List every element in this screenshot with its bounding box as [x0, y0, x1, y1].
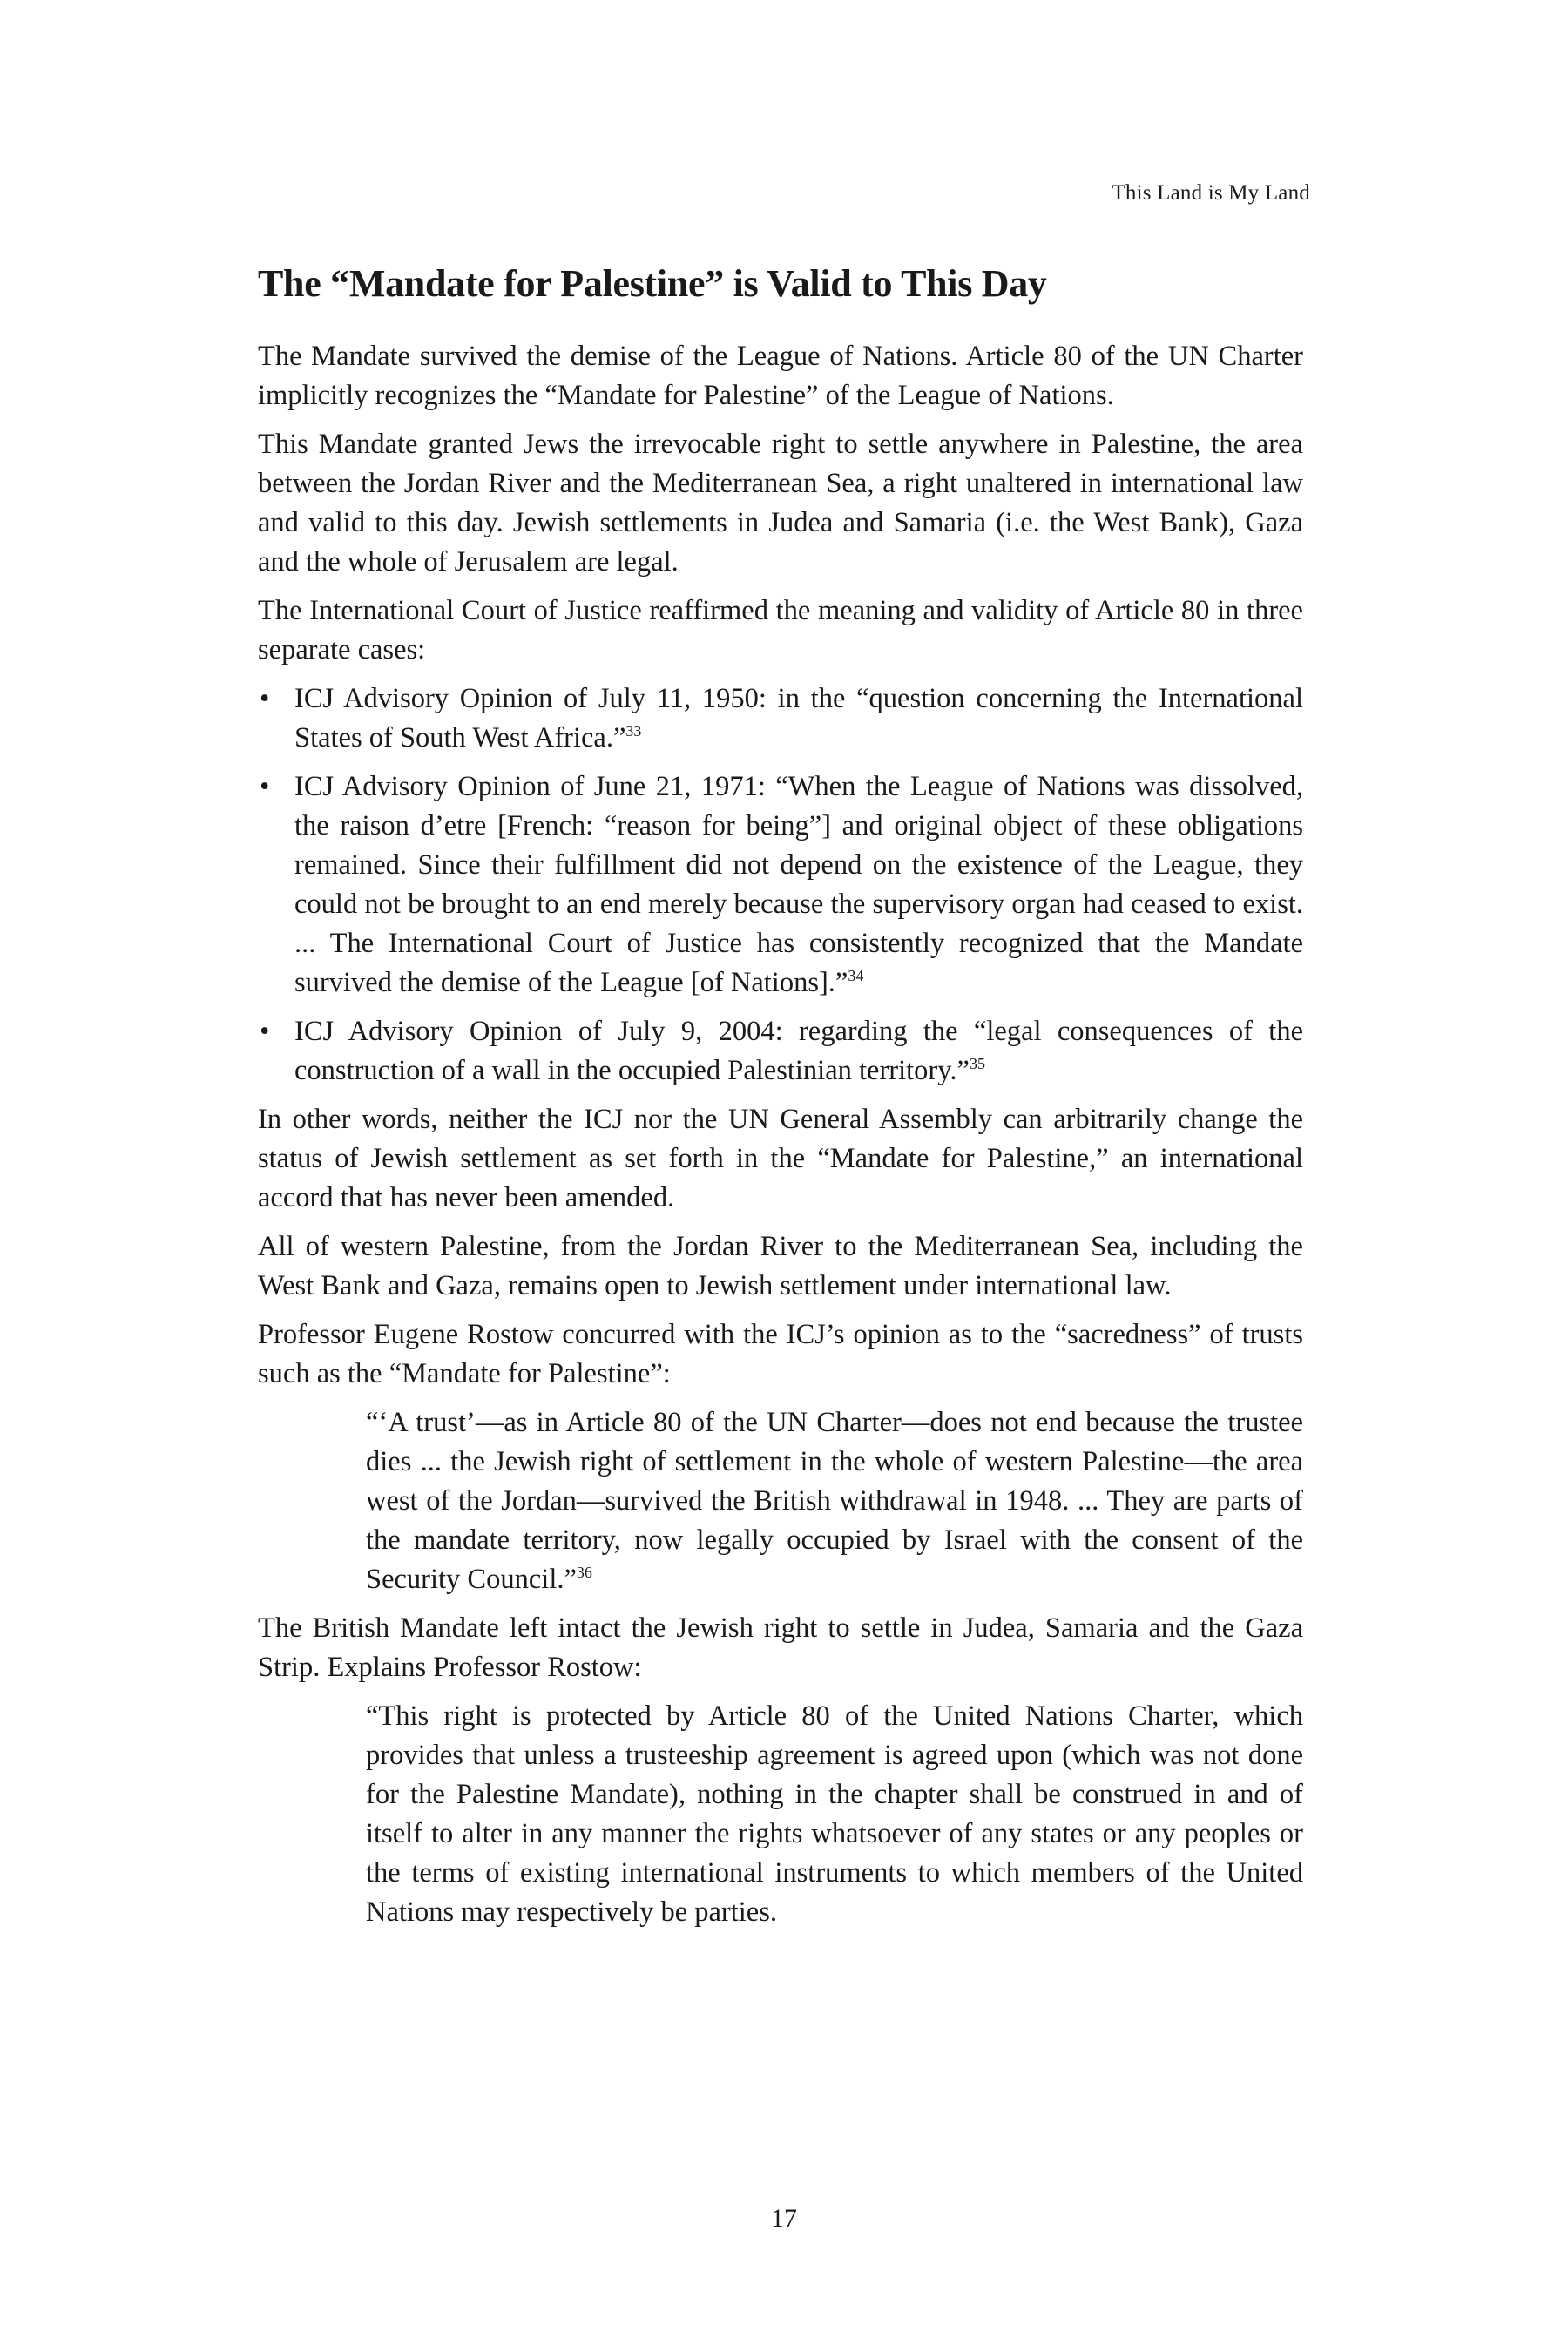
block-quote	[258, 1697, 1303, 1932]
running-head: This Land is My Land	[1112, 181, 1310, 205]
footnote-ref[interactable]: 33	[625, 721, 642, 740]
footnote-ref[interactable]: 35	[969, 1054, 985, 1072]
paragraph: The Mandate survived the demise of the League of Nations. Article 80 of the UN Charter implicitly recognizes the “Mandate for Palestine” of the League of Nations.	[258, 340, 1303, 411]
footnote-ref[interactable]: 36	[576, 1563, 592, 1581]
footnote-ref[interactable]: 34	[848, 966, 864, 984]
paragraph: In other words, neither the ICJ nor the UN General Assembly can arbitrarily change the status of Jewish settlement as set forth in the “Mandate for Palestine,” an international accord that has never been amended.	[258, 1103, 1303, 1213]
bullet-icon: •	[260, 1015, 270, 1047]
paragraph: This Mandate granted Jews the irrevocable right to settle anywhere in Palestine, the area between the Jordan River and the Mediterranean Sea, a right unaltered in international law and valid to this day. Jewish settlements in Judea and Samaria (i.e. the West Bank), Gaza and the whole of Jerusalem are legal.	[258, 428, 1303, 578]
icj-opinions-list	[258, 679, 1303, 1091]
page-content	[258, 261, 1303, 1942]
paragraph: The International Court of Justice reaffirmed the meaning and validity of Article 80 in three separate cases:	[258, 594, 1303, 666]
list-item-text: ICJ Advisory Opinion of June 21, 1971: “When the League of Nations was dissolved, the raison d’etre [French: “reason for being”] and original object of these obligations remained. Since their fulfillment did not depend on the existence of the League, they could not be brought to an end merely because the supervisory organ had ceased to exist. ... The International Court of Justice has consistently recognized that the Mandate survived the demise of the League [of Nations].”	[294, 770, 1303, 998]
list-item-text: ICJ Advisory Opinion of July 9, 2004: regarding the “legal consequences of the construction of a wall in the occupied Palestinian territory.”	[294, 1015, 1303, 1086]
list-item	[258, 1012, 1303, 1091]
bullet-icon: •	[260, 682, 270, 714]
block-quote	[258, 1403, 1303, 1599]
section-title: The “Mandate for Palestine” is Valid to This Day	[258, 262, 1047, 305]
paragraph: The British Mandate left intact the Jewish right to settle in Judea, Samaria and the Gaza Strip. Explains Professor Rostow:	[258, 1612, 1303, 1683]
page-number: 17	[771, 2204, 797, 2233]
quote-text: “This right is protected by Article 80 of the United Nations Charter, which provides that unless a trusteeship agreement is agreed upon (which was not done for the Palestine Mandate), nothing in the chapter shall be construed in and of itself to alter in any manner the rights whatsoever of any states or any peoples or the terms of existing international instruments to which members of the United Nations may respectively be parties.	[366, 1700, 1303, 1928]
paragraph: Professor Eugene Rostow concurred with the ICJ’s opinion as to the “sacredness” of trusts such as the “Mandate for Palestine”:	[258, 1318, 1303, 1389]
list-item	[258, 767, 1303, 1003]
list-item-text: ICJ Advisory Opinion of July 11, 1950: in the “question concerning the International States of South West Africa.”	[294, 682, 1303, 754]
paragraph: All of western Palestine, from the Jordan River to the Mediterranean Sea, including the West Bank and Gaza, remains open to Jewish settlement under international law.	[258, 1230, 1303, 1301]
quote-text: “‘A trust’—as in Article 80 of the UN Charter—does not end because the trustee dies ... the Jewish right of settlement in the whole of western Palestine—the area west of the Jordan—survived the British withdrawal in 1948. ... They are parts of the mandate territory, now legally occupied by Israel with the consent of the Security Council.”	[366, 1406, 1303, 1595]
bullet-icon: •	[260, 770, 270, 802]
list-item	[258, 679, 1303, 758]
